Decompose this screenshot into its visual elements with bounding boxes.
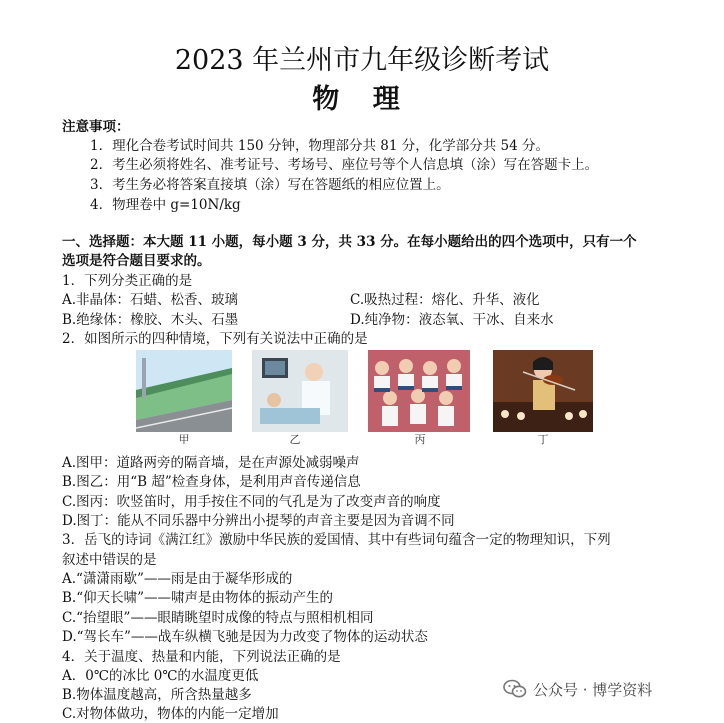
note-item: 1．理化合卷考试时间共 150 分钟，物理部分共 81 分，化学部分共 54 分。 — [90, 138, 549, 154]
watermark — [503, 677, 652, 701]
q1-option-b: B.绝缘体：橡胶、木头、石墨 — [62, 312, 239, 328]
q2-option-b: B.图乙：用“B 超”检查身体，是利用声音传递信息 — [62, 474, 361, 490]
photo-violinist — [493, 350, 593, 432]
caption-jia: 甲 — [178, 433, 190, 446]
section-heading: 一、选择题：本大题 11 小题，每小题 3 分，共 33 分。在每小题给出的四个选项中，只有一个 — [62, 234, 637, 250]
q1-option-d: D.纯净物：液态氧、干冰、自来水 — [350, 312, 554, 328]
q1-option-a: A.非晶体：石蜡、松香、玻璃 — [62, 292, 239, 308]
caption-bing: 丙 — [414, 433, 426, 446]
photo-b-ultrasound — [252, 350, 348, 432]
notes-heading: 注意事项： — [62, 119, 130, 135]
q3-option-a: A.“潇潇雨歇”——雨是由于凝华形成的 — [62, 571, 293, 587]
q4-option-c: C.对物体做功，物体的内能一定增加 — [62, 706, 279, 722]
q3-option-c: C.“抬望眼”——眼睛眺望时成像的特点与照相机相同 — [62, 610, 374, 626]
q3-option-d: D.“驾长车”——战车纵横飞驰是因为力改变了物体的运动状态 — [62, 629, 428, 645]
note-item: 4．物理卷中 g=10N/kg — [90, 197, 241, 213]
caption-yi: 乙 — [289, 433, 301, 446]
q1-stem: 1．下列分类正确的是 — [62, 273, 193, 289]
watermark-text: 公众号 · 博学资料 — [533, 680, 653, 699]
caption-ding: 丁 — [537, 433, 549, 446]
q2-option-a: A.图甲：道路两旁的隔音墙，是在声源处减弱噪声 — [62, 455, 360, 471]
q2-option-d: D.图丁：能从不同乐器中分辨出小提琴的声音主要是因为音调不同 — [62, 513, 455, 529]
q2-stem: 2．如图所示的四种情境，下列有关说法中正确的是 — [62, 331, 368, 347]
note-item: 3．考生务必将答案直接填（涂）写在答题纸的相应位置上。 — [90, 177, 450, 193]
q4-stem: 4．关于温度、热量和内能，下列说法正确的是 — [62, 649, 341, 665]
subject-title: 物 理 — [312, 84, 412, 115]
q4-option-a: A．0℃的冰比 0℃的水温度更低 — [62, 668, 259, 684]
section-heading-cont: 选项是符合题目要求的。 — [62, 253, 211, 269]
q3-option-b: B.“仰天长啸”——啸声是由物体的振动产生的 — [62, 590, 334, 606]
q4-option-b: B.物体温度越高，所含热量越多 — [62, 687, 252, 703]
photo-sound-barrier — [136, 350, 232, 432]
q3-stem: 3．岳飞的诗词《满江红》激励中华民族的爱国情、其中有些词句蕴含一定的物理知识，下列 — [62, 532, 611, 548]
wechat-icon — [503, 679, 527, 699]
note-item: 2．考生必须将姓名、准考证号、考场号、座位号等个人信息填（涂）写在答题卡上。 — [90, 157, 599, 173]
q3-stem-cont: 叙述中错误的是 — [62, 552, 157, 568]
q2-option-c: C.图丙：吹竖笛时，用手按住不同的气孔是为了改变声音的响度 — [62, 494, 441, 510]
q1-option-c: C.吸热过程：熔化、升华、液化 — [350, 292, 540, 308]
exam-title: 2023 年兰州市九年级诊断考试 — [174, 45, 550, 76]
photo-recorders — [368, 350, 470, 432]
